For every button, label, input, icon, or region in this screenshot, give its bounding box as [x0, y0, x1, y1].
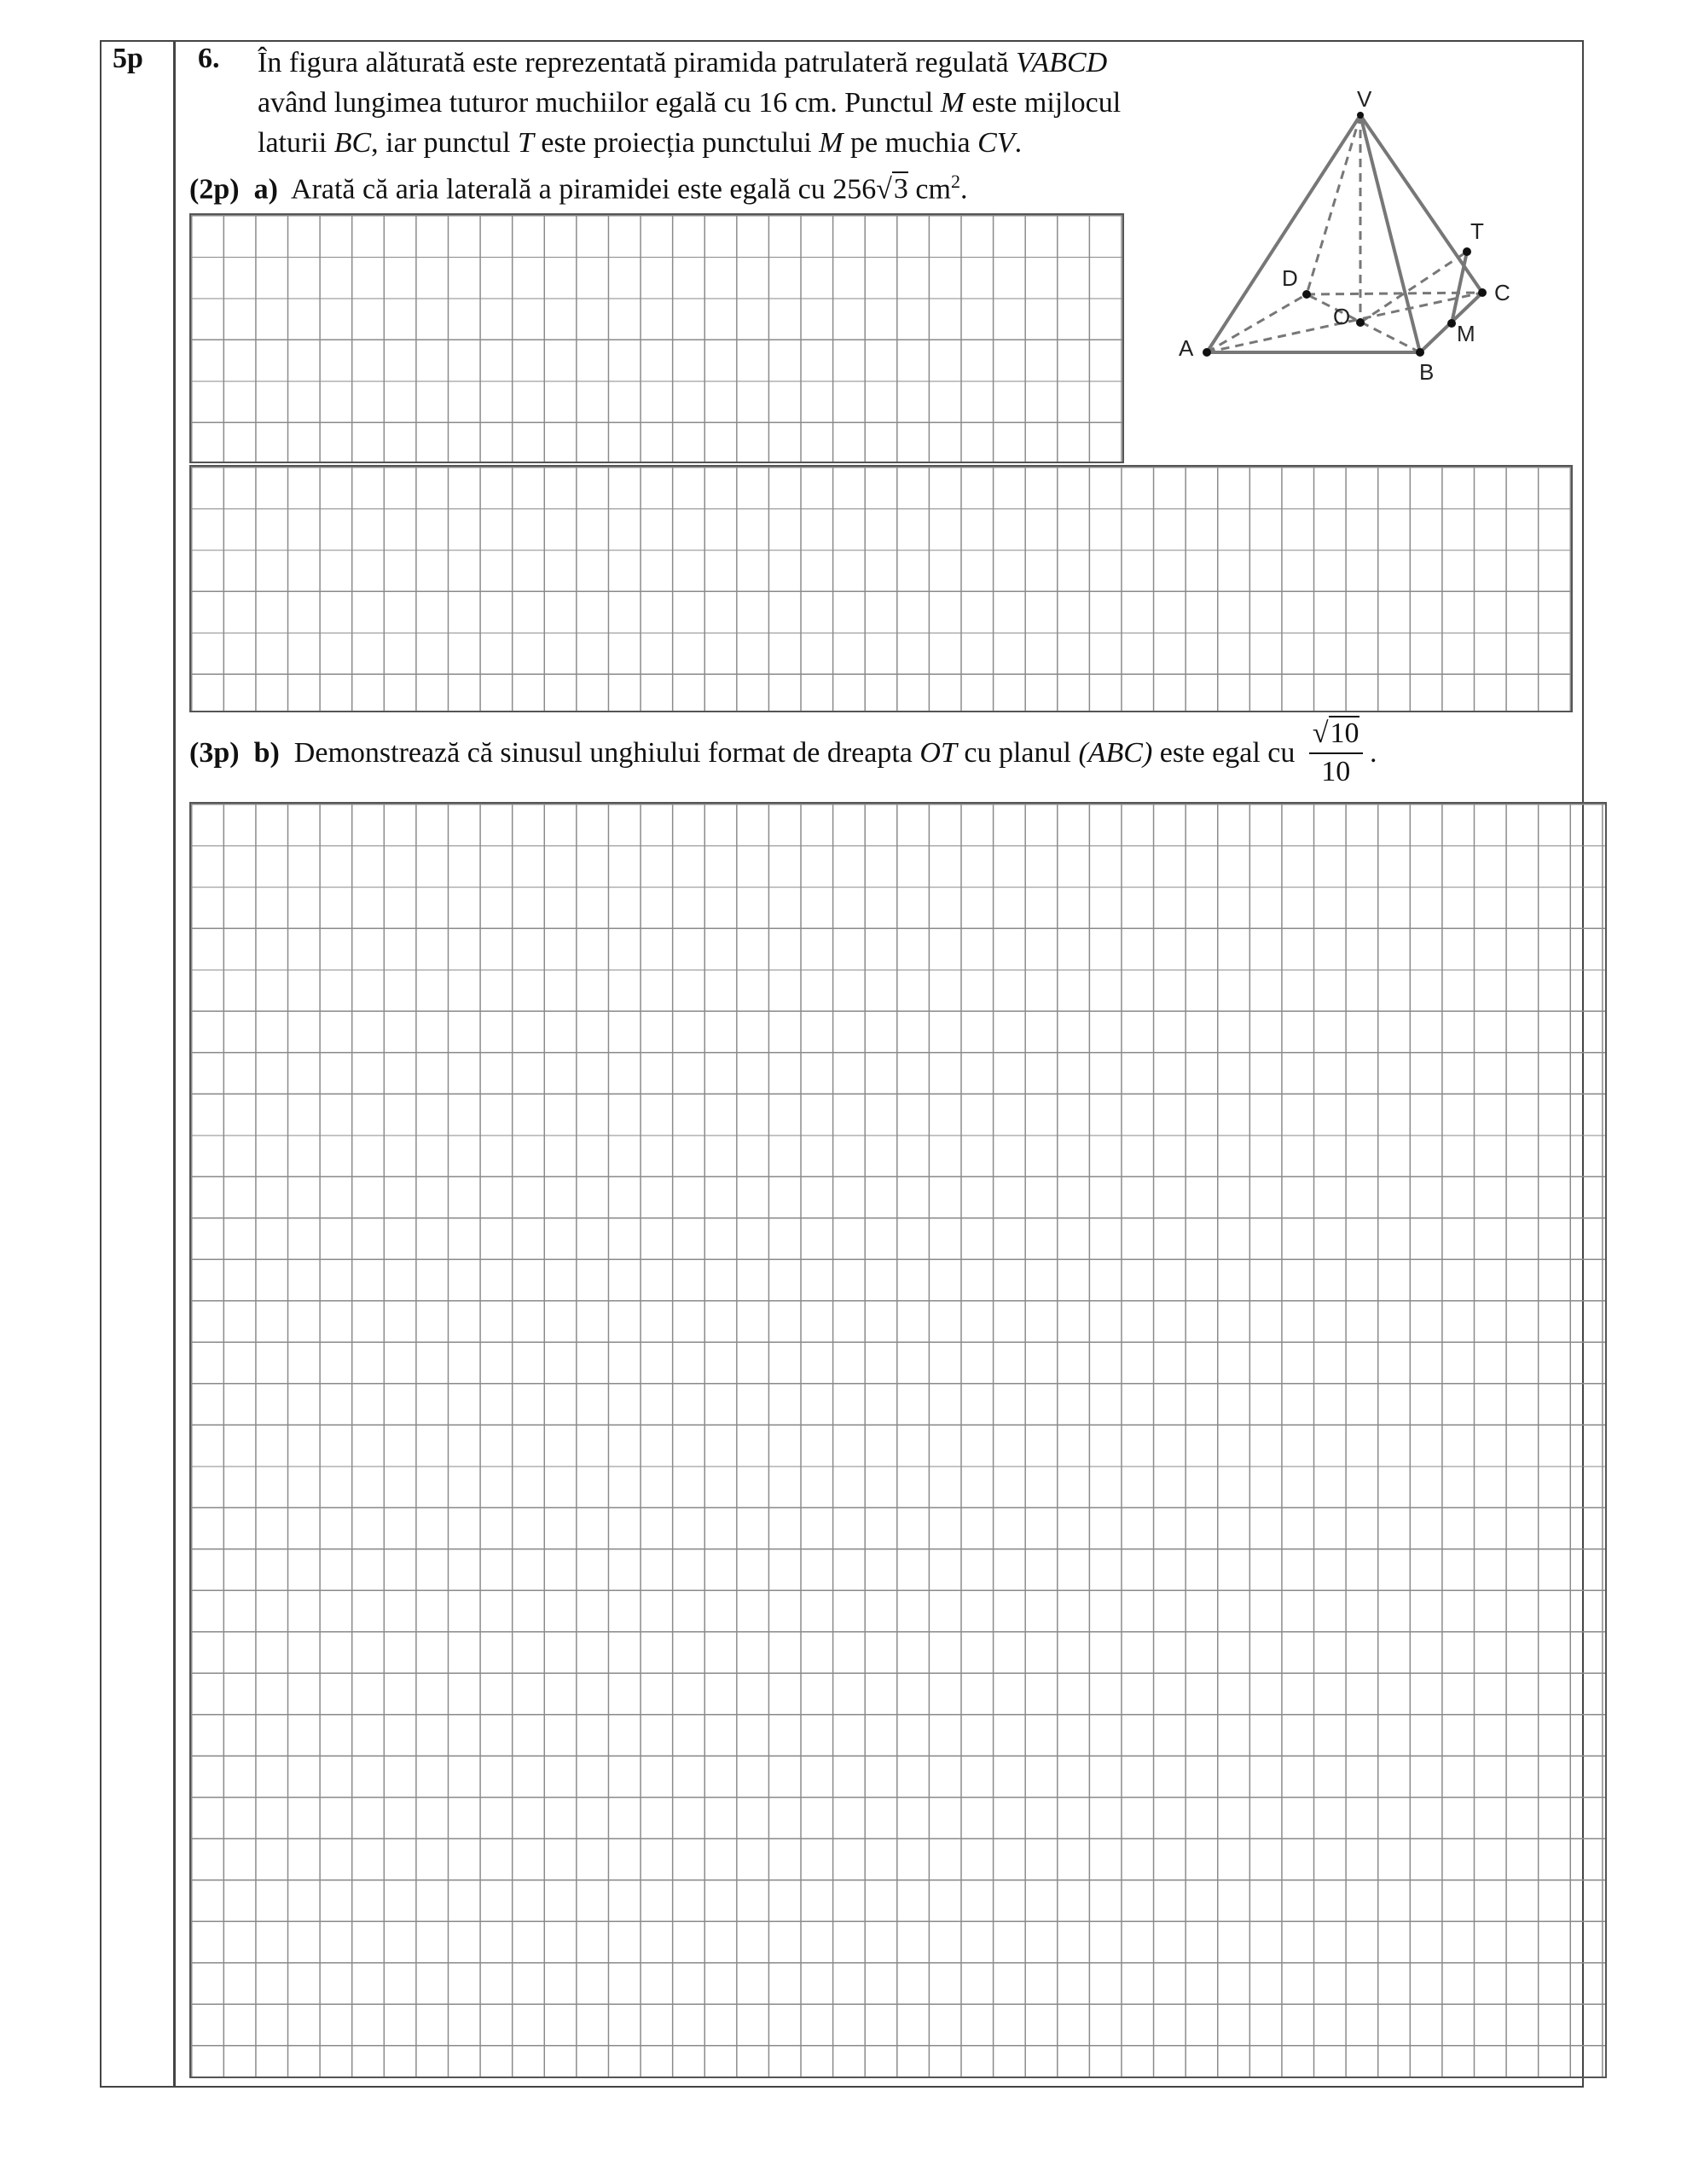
statement-line-1: În figura alăturată este reprezentată piramida patrulateră regulată VABCD — [258, 47, 1108, 78]
label-v: V — [1357, 86, 1372, 112]
edge-ad — [1207, 294, 1307, 352]
points-column-divider — [175, 40, 177, 2088]
sine-fraction: $\frac{√10}{10}$ — [1309, 717, 1363, 790]
label-o: O — [1333, 304, 1351, 329]
answer-grid-a-upper[interactable] — [189, 213, 1124, 463]
part-a-prompt: (2p) a) Arată că aria laterală a piramidei este egală cu 256√3 $cm^2$. — [189, 171, 968, 206]
question-points: 5p — [113, 43, 143, 74]
point-c — [1478, 288, 1487, 297]
part-b-prompt: (3p) b) Demonstrează că sinusul unghiului format de dreapta OT cu planul (ABC) este egal cu $\frac{√10}{10}$ . — [189, 717, 1377, 802]
edge-vd — [1307, 115, 1360, 294]
point-v — [1357, 112, 1364, 119]
question-number: 6. — [198, 43, 220, 74]
label-d: D — [1282, 265, 1298, 291]
answer-grid-b[interactable] — [189, 802, 1607, 2078]
segment-ot — [1360, 252, 1467, 322]
label-b: B — [1419, 359, 1435, 385]
point-t — [1463, 247, 1471, 256]
point-o — [1356, 318, 1365, 327]
edge-dc — [1307, 293, 1482, 294]
point-b — [1416, 348, 1424, 357]
answer-grid-a-lower[interactable] — [189, 465, 1573, 712]
statement-line-3: laturii BC, iar punctul T este proiecția punctului M pe muchia CV. — [258, 127, 1023, 159]
statement-line-2: având lungimea tuturor muchiilor egală cu 16 cm. Punctul M este mijlocul — [258, 87, 1122, 119]
points-column — [100, 40, 175, 2088]
label-t: T — [1470, 218, 1484, 244]
label-m: M — [1457, 321, 1475, 346]
question-statement — [258, 43, 1170, 163]
label-c: C — [1494, 280, 1510, 305]
point-a — [1203, 348, 1211, 357]
point-m — [1447, 319, 1456, 328]
pyramid-figure — [1168, 81, 1578, 385]
point-d — [1302, 290, 1311, 299]
label-a: A — [1179, 335, 1194, 361]
